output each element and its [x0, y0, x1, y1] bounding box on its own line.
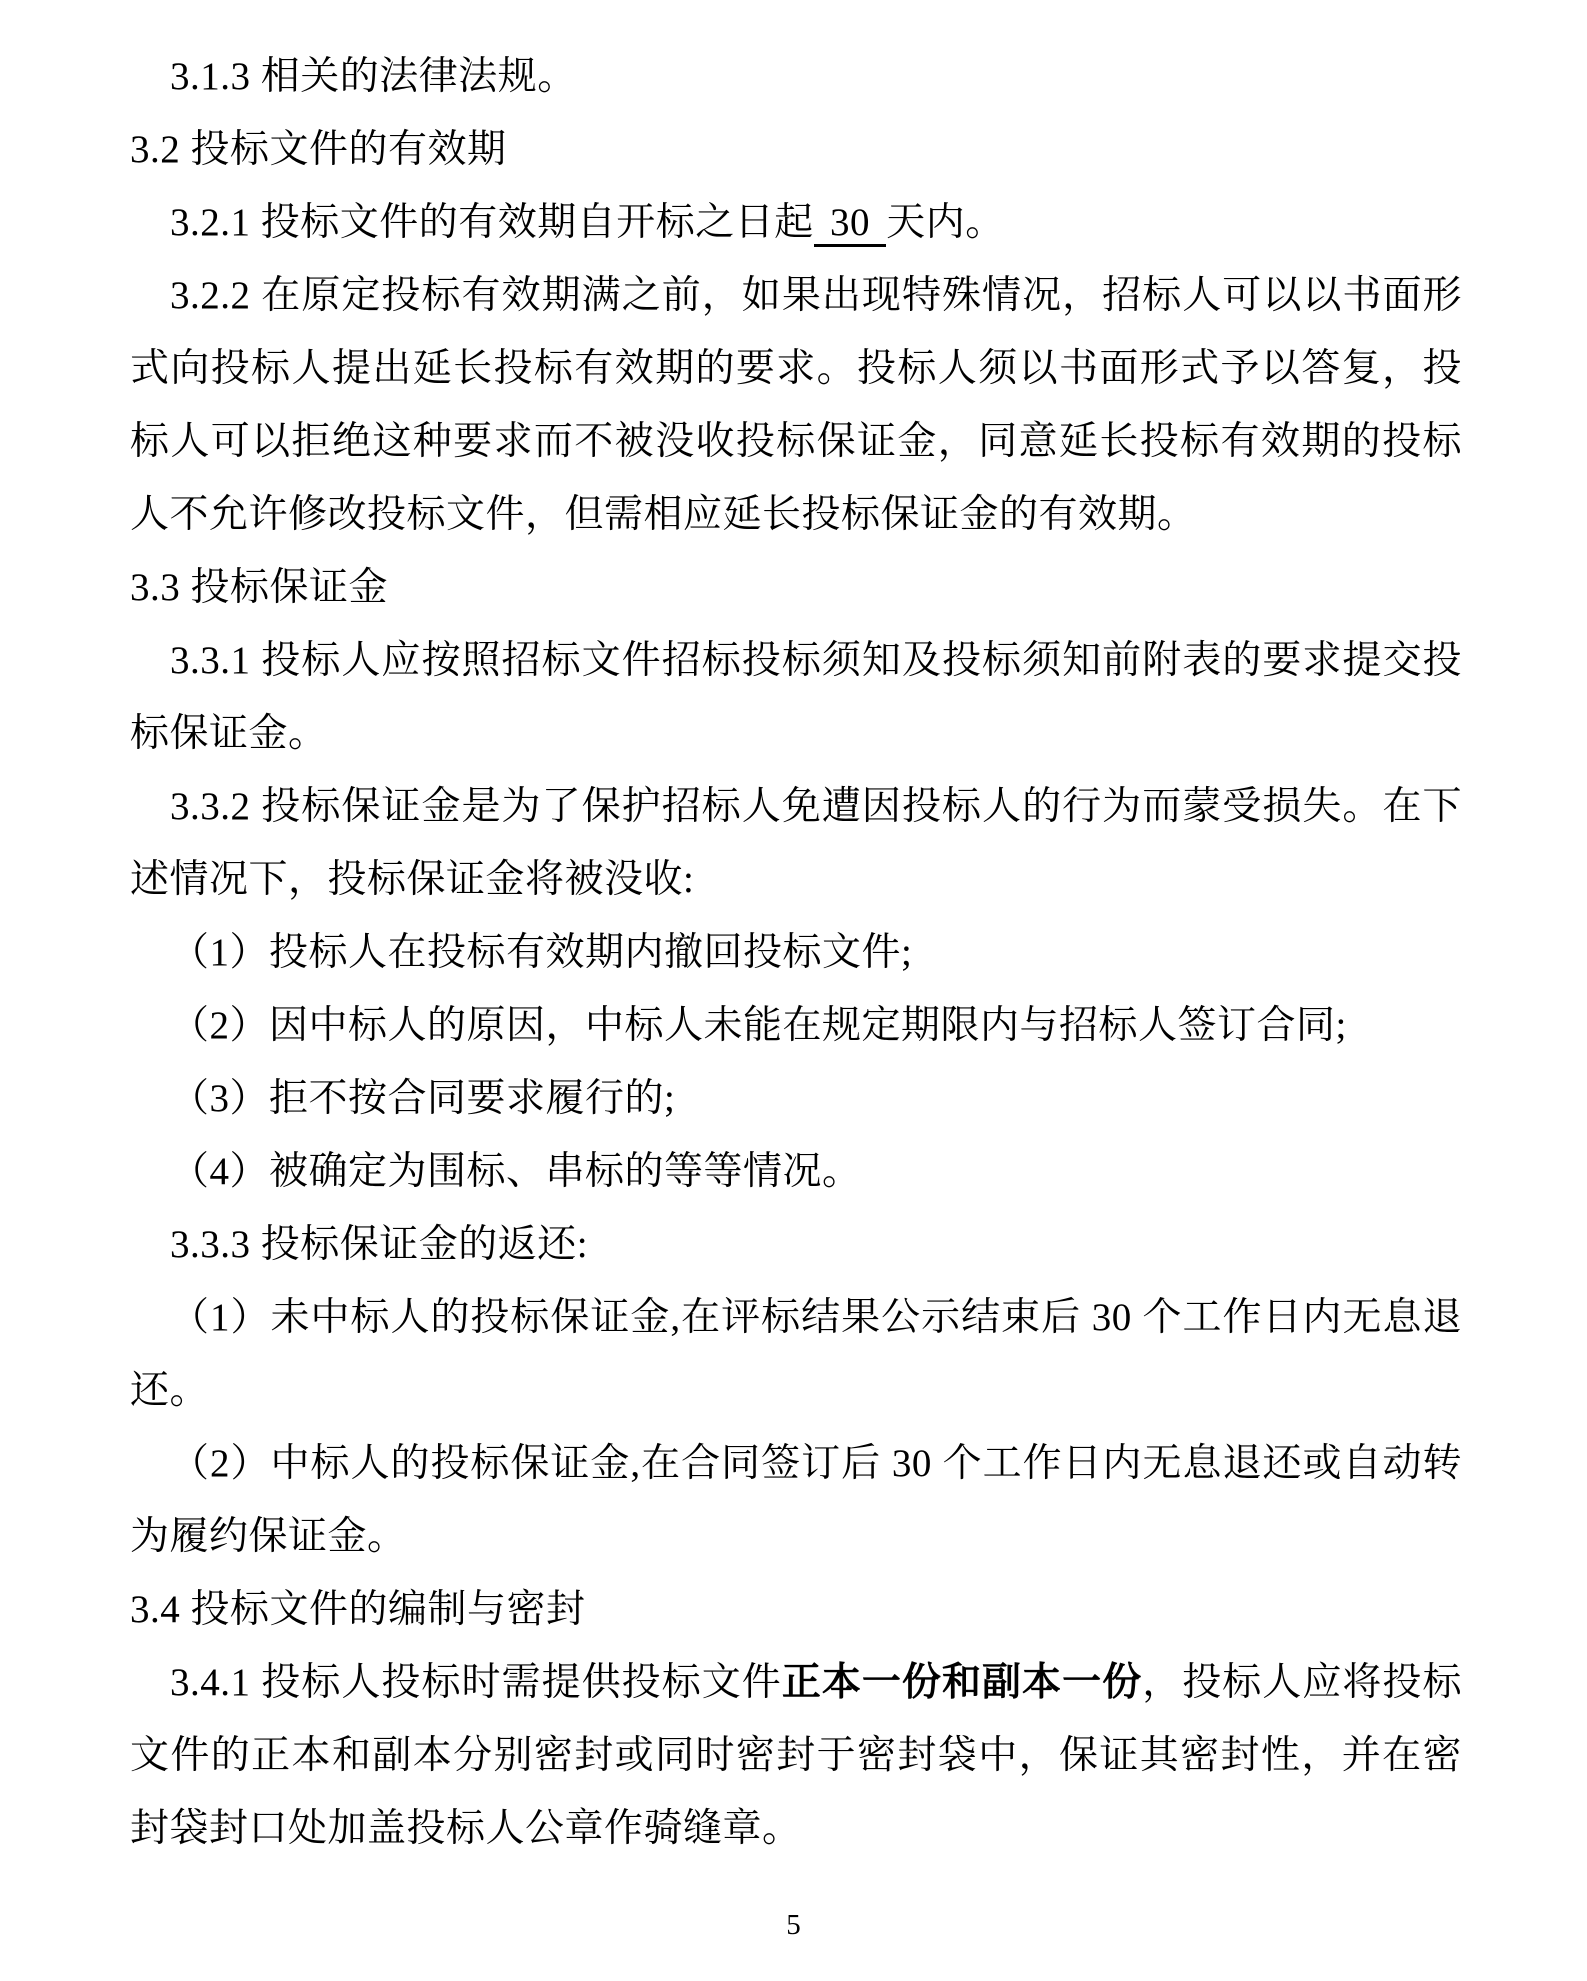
- text-run: （2）中标人的投标保证金,在合同签订后 30 个工作日内无息退还或自动转为履约保证金。: [130, 1442, 1462, 1558]
- paragraph: [130, 916, 1462, 989]
- paragraph: [130, 624, 1462, 770]
- paragraph: [130, 1281, 1462, 1427]
- document-body: [130, 40, 1462, 1865]
- paragraph: [130, 551, 1462, 624]
- text-run: 3.4.1 投标人投标时需提供投标文件: [170, 1661, 782, 1704]
- paragraph: [130, 1427, 1462, 1573]
- underlined-value: 30: [814, 201, 887, 247]
- text-run: 3.3 投标保证金: [130, 566, 389, 609]
- text-run: 3.2 投标文件的有效期: [130, 128, 507, 171]
- paragraph: [130, 40, 1462, 113]
- paragraph: [130, 1135, 1462, 1208]
- text-run: 3.1.3 相关的法律法规。: [170, 55, 577, 98]
- page-footer: [0, 1909, 1587, 1941]
- paragraph: [130, 1646, 1462, 1865]
- text-run: （1）未中标人的投标保证金,在评标结果公示结束后 30 个工作日内无息退还。: [130, 1296, 1462, 1412]
- text-run: 3.2.2 在原定投标有效期满之前，如果出现特殊情况，招标人可以以书面形式向投标人提出延长投标有效期的要求。投标人须以书面形式予以答复，投标人可以拒绝这种要求而不被没收投标保证金，同意延长投标有效期的投标人不允许修改投标文件，但需相应延长投标保证金的有效期。: [130, 274, 1462, 536]
- paragraph: [130, 1208, 1462, 1281]
- text-run: 3.3.1 投标人应按照招标文件招标投标须知及投标须知前附表的要求提交投标保证金。: [130, 639, 1462, 755]
- paragraph: [130, 1573, 1462, 1646]
- text-run: 3.4 投标文件的编制与密封: [130, 1588, 586, 1631]
- text-run: （3）拒不按合同要求履行的;: [170, 1077, 676, 1120]
- paragraph: [130, 259, 1462, 551]
- bold-text-run: 正本一份和副本一份: [781, 1661, 1143, 1704]
- text-run: （1）投标人在投标有效期内撤回投标文件;: [170, 931, 913, 974]
- text-run: （2）因中标人的原因，中标人未能在规定期限内与招标人签订合同;: [170, 1004, 1347, 1047]
- paragraph: [130, 770, 1462, 916]
- text-run: 3.2.1 投标文件的有效期自开标之日起: [170, 201, 814, 244]
- page-number: 5: [786, 1909, 801, 1941]
- text-run: 3.3.2 投标保证金是为了保护招标人免遭因投标人的行为而蒙受损失。在下述情况下，投标保证金将被没收:: [130, 785, 1462, 901]
- text-run: 天内。: [886, 201, 1005, 244]
- paragraph: [130, 186, 1462, 259]
- paragraph: [130, 989, 1462, 1062]
- paragraph: [130, 1062, 1462, 1135]
- text-run: ，投标人应将投标文件的正本和副本分别密封或同时密封于密封袋中，保证其密封性，并在密封袋封口处加盖投标人公章作骑缝章。: [130, 1661, 1462, 1850]
- paragraph: [130, 113, 1462, 186]
- text-run: （4）被确定为围标、串标的等等情况。: [170, 1150, 862, 1193]
- text-run: 3.3.3 投标保证金的返还:: [170, 1223, 589, 1266]
